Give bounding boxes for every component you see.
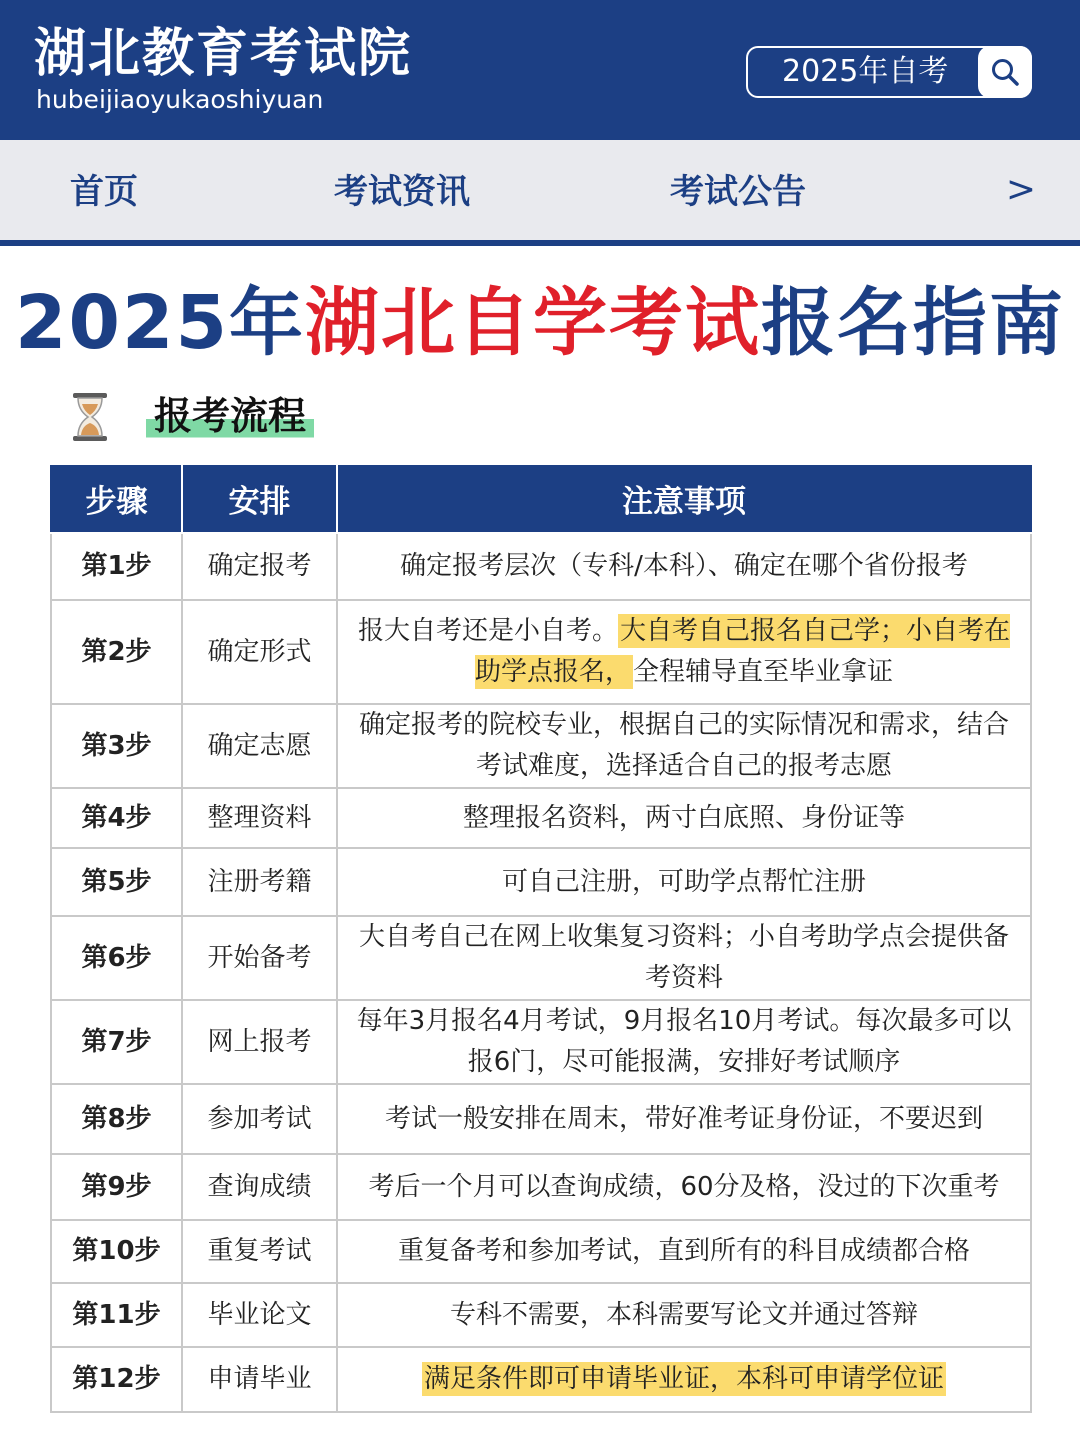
nav-item-exam-notice[interactable]: 考试公告 (670, 172, 806, 212)
table-row (51, 848, 1031, 916)
note-cell: 可自己注册，可助学点帮忙注册 (337, 848, 1031, 916)
site-header (0, 0, 1080, 140)
table-row (51, 1084, 1031, 1154)
table-header-row (51, 465, 1031, 533)
header-step: 步骤 (51, 465, 182, 533)
step-cell: 第6步 (51, 916, 182, 1000)
step-cell: 第10步 (51, 1220, 182, 1283)
search-box[interactable] (746, 46, 1032, 98)
table-row (51, 600, 1031, 704)
site-pinyin: hubeijiaoyukaoshiyuan (36, 85, 324, 114)
note-cell: 重复备考和参加考试，直到所有的科目成绩都合格 (337, 1220, 1031, 1283)
nav-item-exam-news[interactable]: 考试资讯 (334, 172, 470, 212)
note-cell: 考试一般安排在周末，带好准考证身份证，不要迟到 (337, 1084, 1031, 1154)
step-cell: 第8步 (51, 1084, 182, 1154)
note-text: 报大自考还是小自考。 (357, 616, 618, 646)
task-cell: 确定志愿 (182, 704, 337, 788)
table-row (51, 1220, 1031, 1283)
page-title (0, 278, 1080, 368)
note-cell (337, 1347, 1031, 1412)
note-cell: 确定报考的院校专业，根据自己的实际情况和需求，结合考试难度，选择适合自己的报考志愿 (337, 704, 1031, 788)
task-cell: 注册考籍 (182, 848, 337, 916)
note-cell: 考后一个月可以查询成绩，60分及格，没过的下次重考 (337, 1154, 1031, 1220)
step-cell: 第9步 (51, 1154, 182, 1220)
title-highlight: 湖北自学考试 (304, 280, 761, 366)
section-label: 报考流程 (146, 388, 314, 444)
table-row (51, 1283, 1031, 1347)
main-nav (0, 140, 1080, 246)
note-cell: 大自考自己在网上收集复习资料；小自考助学点会提供备考资料 (337, 916, 1031, 1000)
note-cell: 整理报名资料，两寸白底照、身份证等 (337, 788, 1031, 848)
header-note: 注意事项 (337, 465, 1031, 533)
nav-item-home[interactable]: 首页 (70, 172, 138, 212)
task-cell: 确定报考 (182, 533, 337, 600)
step-cell: 第12步 (51, 1347, 182, 1412)
note-text: 全程辅导直至毕业拿证 (633, 657, 894, 687)
title-suffix: 报名指南 (760, 280, 1065, 366)
steps-table (50, 465, 1032, 1413)
note-highlight: 满足条件即可申请毕业证，本科可申请学位证 (423, 1364, 944, 1394)
task-cell: 查询成绩 (182, 1154, 337, 1220)
task-cell: 整理资料 (182, 788, 337, 848)
note-highlight: 大自考自己报名自己学；小自考在助学点报名， (474, 616, 1011, 687)
step-cell: 第5步 (51, 848, 182, 916)
table-row (51, 533, 1031, 600)
hourglass-icon (70, 392, 110, 442)
table-row (51, 1347, 1031, 1412)
step-cell: 第7步 (51, 1000, 182, 1084)
nav-more-chevron-icon[interactable]: > (1005, 169, 1036, 210)
search-button[interactable] (978, 46, 1032, 98)
step-cell: 第11步 (51, 1283, 182, 1347)
task-cell: 开始备考 (182, 916, 337, 1000)
task-cell: 网上报考 (182, 1000, 337, 1084)
step-cell: 第4步 (51, 788, 182, 848)
note-cell (337, 600, 1031, 704)
site-title[interactable]: 湖北教育考试院 (34, 24, 413, 84)
step-cell: 第2步 (51, 600, 182, 704)
table-row (51, 704, 1031, 788)
header-task: 安排 (182, 465, 337, 533)
table-row (51, 1154, 1031, 1220)
task-cell: 参加考试 (182, 1084, 337, 1154)
task-cell: 确定形式 (182, 600, 337, 704)
search-input[interactable]: 2025年自考 (782, 54, 949, 89)
task-cell: 重复考试 (182, 1220, 337, 1283)
note-cell: 每年3月报名4月考试，9月报名10月考试。每次最多可以报6门，尽可能报满，安排好考试顺序 (337, 1000, 1031, 1084)
task-cell: 申请毕业 (182, 1347, 337, 1412)
title-year: 2025年 (15, 280, 305, 366)
note-cell: 专科不需要，本科需要写论文并通过答辩 (337, 1283, 1031, 1347)
note-cell: 确定报考层次（专科/本科）、确定在哪个省份报考 (337, 533, 1031, 600)
step-cell: 第3步 (51, 704, 182, 788)
table-row (51, 1000, 1031, 1084)
step-cell: 第1步 (51, 533, 182, 600)
table-row (51, 916, 1031, 1000)
search-icon (990, 57, 1020, 87)
task-cell: 毕业论文 (182, 1283, 337, 1347)
table-row (51, 788, 1031, 848)
